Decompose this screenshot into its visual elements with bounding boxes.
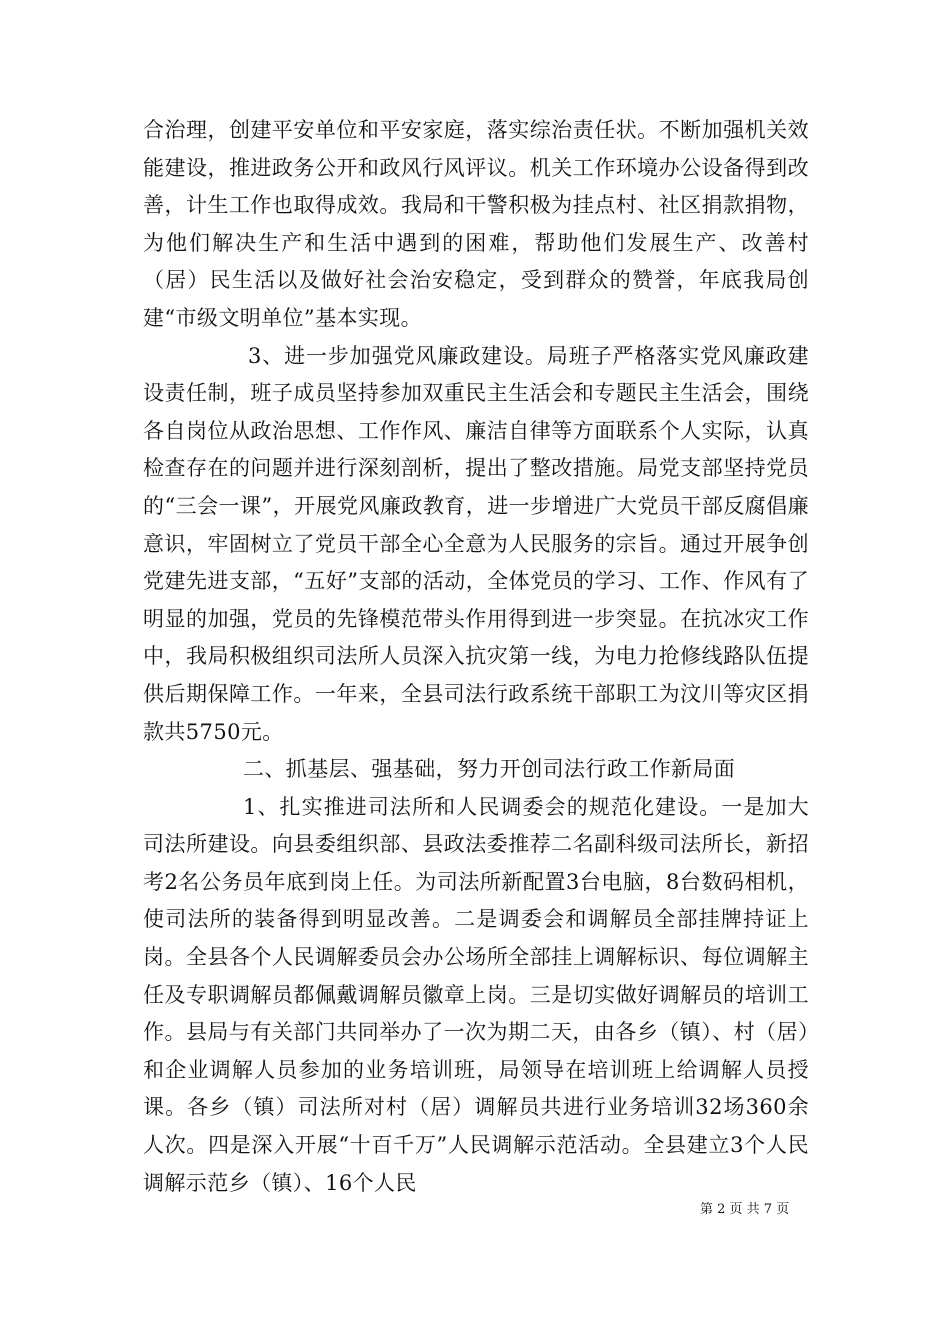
section-heading: 二、抓基层、强基础，努力开创司法行政工作新局面: [243, 757, 736, 782]
page-number-footer: 第 2 页 共 7 页: [700, 1202, 790, 1217]
paragraph-judicial-office-construction: 1、扎实推进司法所和人民调委会的规范化建设。一是加大司法所建设。向县委组织部、县政法委推荐二名副科级司法所长，新招考2名公务员年底到岗上任。为司法所新配置3台电脑，8台数码相机，使司法所的装备得到明显改善。二是调委会和调解员全部挂牌持证上岗。全县各个人民调解委员会办公场所全部挂上调解标识、每位调解主任及专职调解员都佩戴调解员徽章上岗。三是切实做好调解员的培训工作。县局与有关部门共同举办了一次为期二天，由各乡（镇）、村（居）和企业调解人员参加的业务培训班，局领导在培训班上给调解人员授课。各乡（镇）司法所对村（居）调解员共进行业务培训32场360余人次。四是深入开展“十百千万”人民调解示范活动。全县建立3个人民调解示范乡（镇）、16个人民: [143, 794, 809, 1195]
paragraph-party-integrity: 3、进一步加强党风廉政建设。局班子严格落实党风廉政建设责任制，班子成员坚持参加双重民主生活会和专题民主生活会，围绕各自岗位从政治思想、工作作风、廉洁自律等方面联系个人实际，认真检查存在的问题并进行深刻剖析，提出了整改措施。局党支部坚持党员的“三会一课”，开展党风廉政教育，进一步增进广大党员干部反腐倡廉意识，牢固树立了党员干部全心全意为人民服务的宗旨。通过开展争创党建先进支部，“五好”支部的活动，全体党员的学习、工作、作风有了明显的加强，党员的先锋模范带头作用得到进一步突显。在抗冰灾工作中，我局积极组织司法所人员深入抗灾第一线，为电力抢修线路队伍提供后期保障工作。一年来，全县司法行政系统干部职工为汶川等灾区捐款共5750元。: [143, 343, 809, 744]
paragraph-continuation: 合治理，创建平安单位和平安家庭，落实综治责任状。不断加强机关效能建设，推进政务公开和政风行风评议。机关工作环境办公设备得到改善，计生工作也取得成效。我局和干警积极为挂点村、社区捐款捐物，为他们解决生产和生活中遇到的困难，帮助他们发展生产、改善村（居）民生活以及做好社会治安稳定，受到群众的赞誉，年底我局创建“市级文明单位”基本实现。: [143, 118, 809, 330]
document-body: [143, 112, 809, 1202]
